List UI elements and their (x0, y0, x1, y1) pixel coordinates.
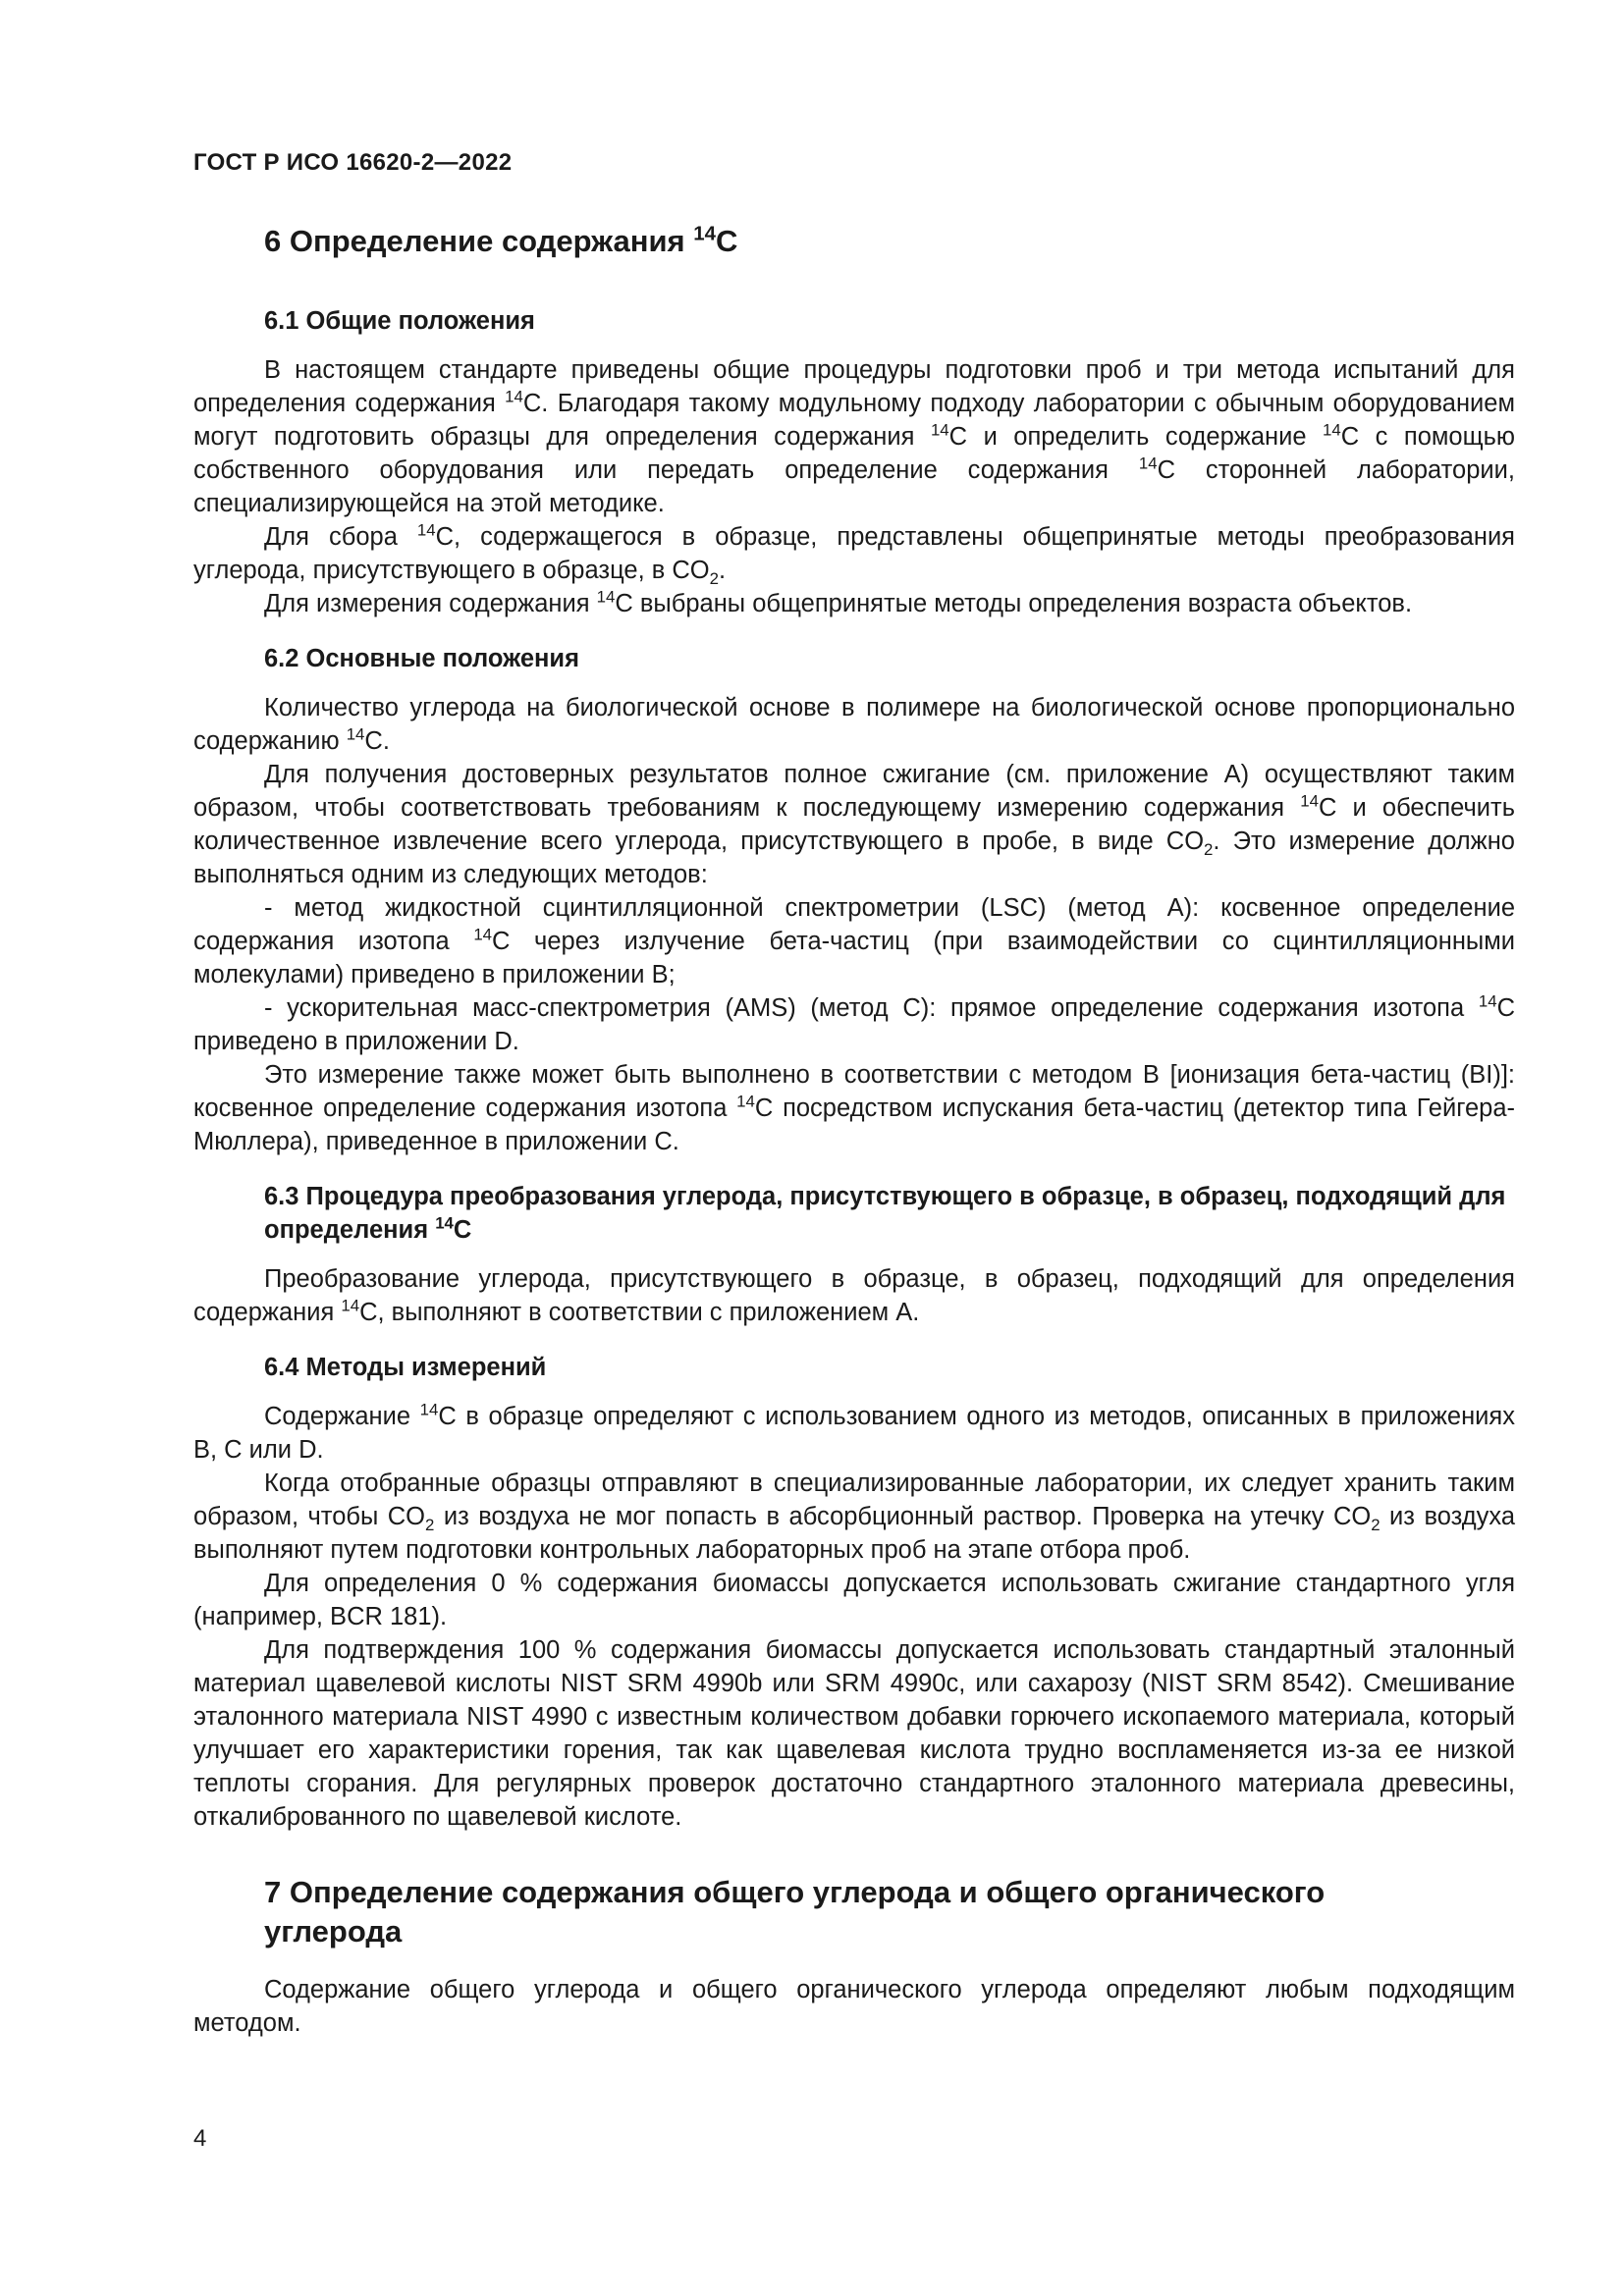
list-item: - метод жидкостной сцинтилляционной спектрометрии (LSC) (метод А): косвенное определение содержания изотопа $^{14}$С через излучение бета-частиц (при взаимодействии со сцинтилляционными молекулами) приведено в приложении В; (193, 894, 1515, 988)
paragraph: Количество углерода на биологической основе в полимере на биологической основе пропорционально содержанию $^{14}$С. (193, 694, 1515, 755)
paragraph: Когда отобранные образцы отправляют в специализированные лаборатории, их следует хранить таким образом, чтобы $CO_2$ из воздуха не мог попасть в абсорбционный раствор. Проверка на утечку $CO_2$ из воздуха выполняют путем подготовки контрольных лабораторных проб на этапе отбора проб. (193, 1469, 1516, 1564)
page-number: 4 (193, 2125, 207, 2152)
document-header: ГОСТ Р ИСО 16620-2—2022 (193, 149, 513, 176)
paragraph: Для получения достоверных результатов полное сжигание (см. приложение А) осуществляют таким образом, чтобы соответствовать требованиям к последующему измерению содержания $^{14}$С и обеспечить количественное извлечение всего углерода, присутствующего в пробе, в виде $CO_2$. Это измерение должно выполняться одним из следующих методов: (193, 761, 1515, 888)
paragraph: Для подтверждения 100 % содержания биомассы допускается использовать стандартный эталонный материал щавелевой кислоты NIST SRM 4990b или SRM 4990c, или сахарозу (NIST SRM 8542). Смешивание эталонного материала NIST 4990 с известным количеством добавки горючего ископаемого материала, который улучшает его характеристики горения, так как щавелевая кислота трудно воспламеняется из-за ее низкой теплоты сгорания. Для регулярных проверок достаточно стандартного эталонного материала древесины, откалиброванного по щавелевой кислоте. (193, 1636, 1515, 1831)
section-6-3-heading: 6.3 Процедура преобразования углерода, присутствующего в образце, в образец, подходящий для определения $^{14}$С (264, 1183, 1506, 1244)
paragraph: Для сбора $^{14}$С, содержащегося в образце, представлены общепринятые методы преобразования углерода, присутствующего в образце, в $CO_2$. (193, 520, 1515, 589)
paragraph: Содержание $^{14}$С в образце определяют с использованием одного из методов, описанных в приложениях В, С или D. (193, 1400, 1515, 1464)
paragraph: Для определения 0 % содержания биомассы допускается использовать сжигание стандартного угля (например, BCR 181). (193, 1570, 1515, 1630)
section-7-heading: 7 Определение содержания общего углерода и общего органического углерода (264, 1875, 1326, 1949)
paragraph: В настоящем стандарте приведены общие процедуры подготовки проб и три метода испытаний для определения содержания $^{14}$С. Благодаря такому модульному подходу лаборатории с обычным оборудованием могут подготовить образцы для определения содержания $^{14}$С и определить содержание $^{14}$С с помощью собственного оборудования или передать определение содержания $^{14}$С сторонней лаборатории, специализирующейся на этой методике. (193, 356, 1515, 517)
list-item: - ускорительная масс-спектрометрия (AMS) (метод С): прямое определение содержания изотопа $^{14}$С приведено в приложении D. (193, 991, 1515, 1055)
paragraph: Это измерение также может быть выполнено в соответствии с методом В [ионизация бета-частиц (BI)]: косвенное определение содержания изотопа $^{14}$С посредством испускания бета-частиц (детектор типа Гейгера-Мюллера), приведенное в приложении С. (193, 1061, 1516, 1155)
section-6-heading: 6 Определение содержания $^{14}$C (264, 222, 738, 258)
section-6-4-heading: 6.4 Методы измерений (264, 1354, 547, 1381)
paragraph: Содержание общего углерода и общего органического углерода определяют любым подходящим методом. (193, 1976, 1515, 2037)
document-body (193, 222, 1515, 2040)
section-6-2-heading: 6.2 Основные положения (264, 645, 579, 672)
paragraph: Преобразование углерода, присутствующего в образце, в образец, подходящий для определения содержания $^{14}$С, выполняют в соответствии с приложением А. (193, 1265, 1515, 1326)
section-6-1-heading: 6.1 Общие положения (264, 307, 535, 335)
paragraph: Для измерения содержания $^{14}$С выбраны общепринятые методы определения возраста объектов. (264, 587, 1413, 617)
